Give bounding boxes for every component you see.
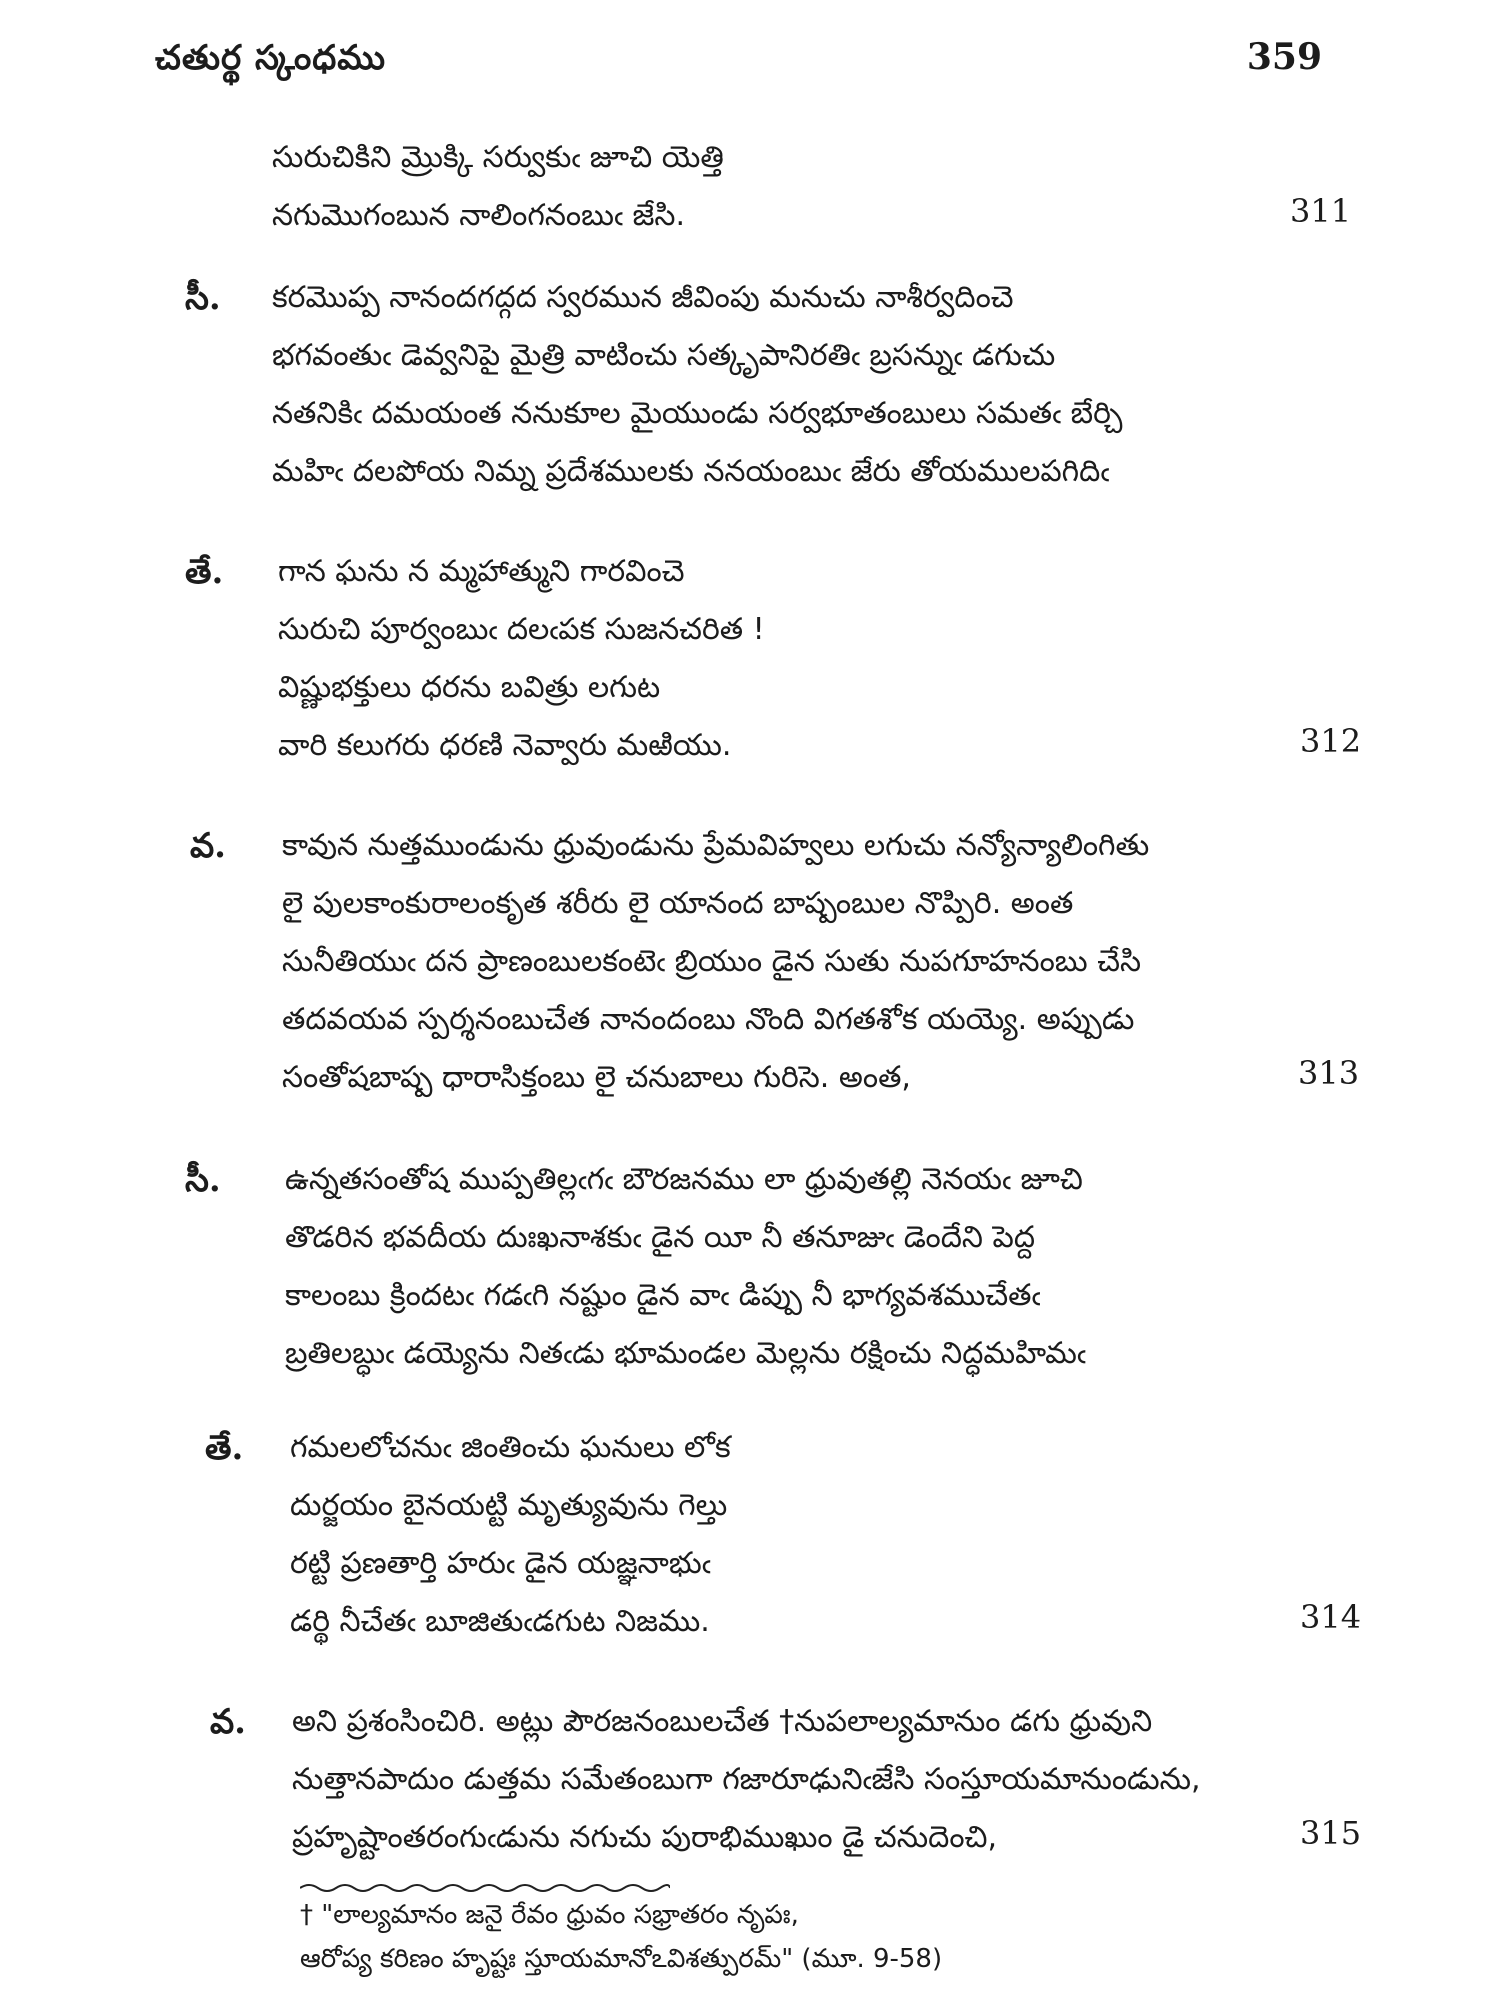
verse-line: మహిఁ దలపోయ నిమ్న ప్రదేశములకు ననయంబుఁ జేరు తోయములపగిదిఁ bbox=[272, 454, 1110, 489]
verse-line: దుర్జయం బైనయట్టి మృత్యువును గెల్తు bbox=[290, 1488, 728, 1523]
verse-line: రట్టి ప్రణతార్తి హరుఁ డైన యజ్ఞనాభుఁ bbox=[290, 1546, 711, 1581]
verse-line: తొడరిన భవదీయ దుఃఖనాశకుఁ డైన యీ నీ తనూజుఁ డెందేని పెద్ద bbox=[285, 1220, 1036, 1255]
meter-marker: తే. bbox=[205, 1428, 244, 1468]
verse-line: విష్ణుభక్తులు ధరను బవిత్రు లగుట bbox=[278, 670, 661, 705]
verse-line: నుత్తానపాదుం డుత్తమ సమేతంబుగా గజారూఢునిఁజేసి సంస్తూయమానుండును, bbox=[292, 1762, 1201, 1797]
meter-marker: తే. bbox=[185, 552, 224, 592]
verse-line: భగవంతుఁ డెవ్వనిపై మైత్రి వాటించు సత్కృపానిరతిఁ బ్రసన్నుఁ డగుచు bbox=[272, 338, 1056, 373]
footnote-line: ఆరోప్య కరిణం హృష్టః స్తూయమానోఽవిశత్పురమ్" (మూ. 9-58) bbox=[300, 1944, 943, 1974]
verse-number: 313 bbox=[1298, 1054, 1360, 1092]
verse-line: లై పులకాంకురాలంకృత శరీరు లై యానంద బాష్పంబుల నొప్పిరి. అంత bbox=[282, 886, 1074, 921]
verse-line: సంతోషబాష్ప ధారాసిక్తంబు లై చనుబాలు గురిసె. అంత, bbox=[282, 1060, 911, 1095]
verse-line: సురుచికిని మ్రొక్కి సర్వుకుఁ జూచి యెత్తి bbox=[272, 140, 724, 175]
page-number: 359 bbox=[1246, 36, 1322, 78]
verse-line: ప్రహృష్టాంతరంగుఁడును నగుచు పురాభిముఖుం డై చనుదెంచి, bbox=[292, 1820, 998, 1855]
verse-number: 311 bbox=[1290, 192, 1352, 230]
verse-line: వారి కలుగరు ధరణి నెవ్వారు మఱియు. bbox=[278, 728, 732, 763]
verse-line: ఉన్నతసంతోష ముప్పతిల్లఁగఁ బౌరజనము లా ధ్రువుతల్లి నెనయఁ జూచి bbox=[285, 1162, 1083, 1197]
verse-line: సురుచి పూర్వంబుఁ దలఁపక సుజనచరిత ! bbox=[278, 612, 765, 647]
verse-line: గాన ఘను న మ్మహాత్ముని గారవించె bbox=[278, 554, 685, 589]
meter-marker: వ. bbox=[190, 826, 227, 866]
meter-marker: సీ. bbox=[185, 278, 221, 318]
verse-line: బ్రతిలబ్ధుఁ డయ్యెను నితఁడు భూమండల మెల్లను రక్షించు నిద్ధమహిమఁ bbox=[285, 1336, 1086, 1371]
verse-line: డర్థి నీచేతఁ బూజితుఁడగుట నిజము. bbox=[290, 1604, 710, 1639]
verse-line: సునీతియుఁ దన ప్రాణంబులకంటెఁ బ్రియుం డైన సుతు నుపగూహనంబు చేసి bbox=[282, 944, 1142, 979]
verse-number: 312 bbox=[1300, 722, 1362, 760]
verse-line: గమలలోచనుఁ జింతించు ఘనులు లోక bbox=[290, 1430, 731, 1465]
verse-line: కరమొప్ప నానందగద్గద స్వరమున జీవింపు మనుచు నాశీర్వదించె bbox=[272, 280, 1014, 315]
verse-line: తదవయవ స్పర్శనంబుచేత నానందంబు నొంది విగతశోక యయ్యె. అప్పుడు bbox=[282, 1002, 1135, 1037]
verse-number: 314 bbox=[1300, 1598, 1362, 1636]
verse-line: నతనికిఁ దమయంత ననుకూల మైయుండు సర్వభూతంబులు సమతఁ బేర్చి bbox=[272, 396, 1123, 431]
verse-line: కాలంబు క్రిందటఁ గడఁగి నష్టుం డైన వాఁ డిప్పు నీ భాగ్యవశముచేతఁ bbox=[285, 1278, 1041, 1313]
verse-line: కావున నుత్తముండును ధ్రువుండును ప్రేమవిహ్వలు లగుచు నన్యోన్యాలింగితు bbox=[282, 828, 1150, 863]
verse-line: అని ప్రశంసించిరి. అట్లు పౌరజనంబులచేత †నుపలాల్యమానుం డగు ధ్రువుని bbox=[292, 1704, 1153, 1739]
meter-marker: సీ. bbox=[185, 1160, 221, 1200]
verse-line: నగుమొగంబున నాలింగనంబుఁ జేసి. bbox=[272, 198, 685, 233]
running-head: చతుర్థ స్కంధము bbox=[155, 38, 386, 78]
verse-number: 315 bbox=[1300, 1814, 1362, 1852]
footnote-rule bbox=[300, 1882, 670, 1894]
meter-marker: వ. bbox=[210, 1702, 247, 1742]
footnote-line: † "లాల్యమానం జనై రేవం ధ్రువం సభ్రాతరం నృపః, bbox=[300, 1900, 799, 1930]
